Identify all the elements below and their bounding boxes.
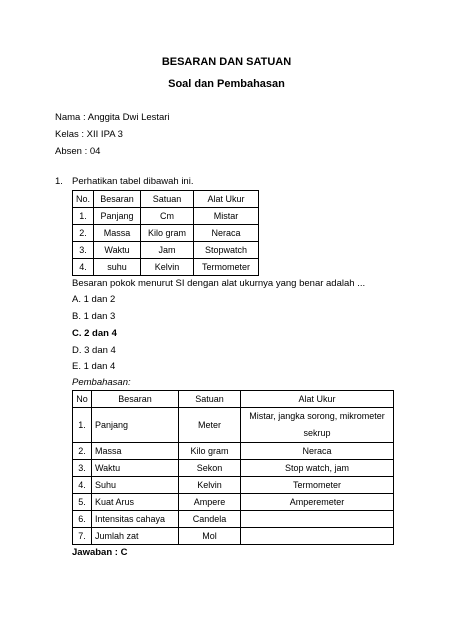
table-header-row xyxy=(73,391,394,408)
student-name: Nama : Anggita Dwi Lestari xyxy=(55,112,170,123)
table-cell: Panjang xyxy=(94,208,141,225)
table-row xyxy=(73,460,394,477)
table-row xyxy=(73,208,259,225)
discussion-table xyxy=(72,390,394,545)
table-cell: 4. xyxy=(73,259,94,276)
table-cell: Mistar xyxy=(194,208,259,225)
table-cell: Kilo gram xyxy=(179,443,241,460)
student-number: Absen : 04 xyxy=(55,146,101,157)
table-cell: Jam xyxy=(141,242,194,259)
table-cell: 4. xyxy=(73,477,92,494)
header-cell: Besaran xyxy=(92,391,179,408)
student-class: Kelas : XII IPA 3 xyxy=(55,129,123,140)
table-cell: Termometer xyxy=(194,259,259,276)
table-row xyxy=(73,259,259,276)
document-title: BESARAN DAN SATUAN xyxy=(161,56,292,68)
table-cell: 7. xyxy=(73,528,92,545)
table-cell: Massa xyxy=(92,443,179,460)
table-row xyxy=(73,511,394,528)
table-cell: Jumlah zat xyxy=(92,528,179,545)
question-prompt: Besaran pokok menurut SI dengan alat ukurnya yang benar adalah ... xyxy=(72,278,366,289)
table-cell: 3. xyxy=(73,460,92,477)
table-cell: Massa xyxy=(94,225,141,242)
table-cell: 2. xyxy=(73,443,92,460)
option-c-correct: C. 2 dan 4 xyxy=(72,328,117,339)
table-cell: Kelvin xyxy=(179,477,241,494)
table-cell: Meter xyxy=(179,408,241,443)
table-cell: Waktu xyxy=(94,242,141,259)
table-cell: Kuat Arus xyxy=(92,494,179,511)
question-table xyxy=(72,190,259,276)
table-cell: Mol xyxy=(179,528,241,545)
table-cell: 5. xyxy=(73,494,92,511)
table-cell: Neraca xyxy=(241,443,394,460)
header-cell: No xyxy=(73,391,92,408)
option-d: D. 3 dan 4 xyxy=(72,345,116,356)
table-cell: 6. xyxy=(73,511,92,528)
table-cell: Panjang xyxy=(92,408,179,443)
table-cell: Kelvin xyxy=(141,259,194,276)
table-cell: Stop watch, jam xyxy=(241,460,394,477)
table-cell xyxy=(241,511,394,528)
table-cell xyxy=(241,408,394,443)
table-row xyxy=(73,225,259,242)
table-cell: 3. xyxy=(73,242,94,259)
table-row xyxy=(73,528,394,545)
table-cell xyxy=(241,528,394,545)
table-cell: Amperemeter xyxy=(241,494,394,511)
table-header-row xyxy=(73,191,259,208)
header-cell: Besaran xyxy=(94,191,141,208)
table-cell: suhu xyxy=(94,259,141,276)
header-cell: Satuan xyxy=(179,391,241,408)
table-row xyxy=(73,443,394,460)
table-cell: Sekon xyxy=(179,460,241,477)
table-cell: Candela xyxy=(179,511,241,528)
header-cell: Alat Ukur xyxy=(241,391,394,408)
discussion-label: Pembahasan: xyxy=(72,377,131,388)
cell-line: sekrup xyxy=(303,428,331,438)
table-cell: Suhu xyxy=(92,477,179,494)
header-cell: Satuan xyxy=(141,191,194,208)
question-number: 1. xyxy=(55,176,63,187)
option-e: E. 1 dan 4 xyxy=(72,361,116,372)
table-row xyxy=(73,408,394,443)
answer-text: Jawaban : C xyxy=(72,547,128,558)
table-cell: Intensitas cahaya xyxy=(92,511,179,528)
table-cell: Termometer xyxy=(241,477,394,494)
table-row xyxy=(73,494,394,511)
table-row xyxy=(73,242,259,259)
table-cell: Kilo gram xyxy=(141,225,194,242)
table-cell: Cm xyxy=(141,208,194,225)
table-cell: 1. xyxy=(73,208,94,225)
cell-line: Mistar, jangka sorong, mikrometer xyxy=(249,411,385,421)
table-cell: Neraca xyxy=(194,225,259,242)
table-cell: Ampere xyxy=(179,494,241,511)
table-cell: Waktu xyxy=(92,460,179,477)
table-row xyxy=(73,477,394,494)
table-cell: Stopwatch xyxy=(194,242,259,259)
header-cell: Alat Ukur xyxy=(194,191,259,208)
option-a: A. 1 dan 2 xyxy=(72,294,116,305)
table-cell: 1. xyxy=(73,408,92,443)
option-b: B. 1 dan 3 xyxy=(72,311,116,322)
table-cell: 2. xyxy=(73,225,94,242)
header-cell: No. xyxy=(73,191,94,208)
document-subtitle: Soal dan Pembahasan xyxy=(168,78,285,90)
question-text: Perhatikan tabel dibawah ini. xyxy=(72,176,194,187)
